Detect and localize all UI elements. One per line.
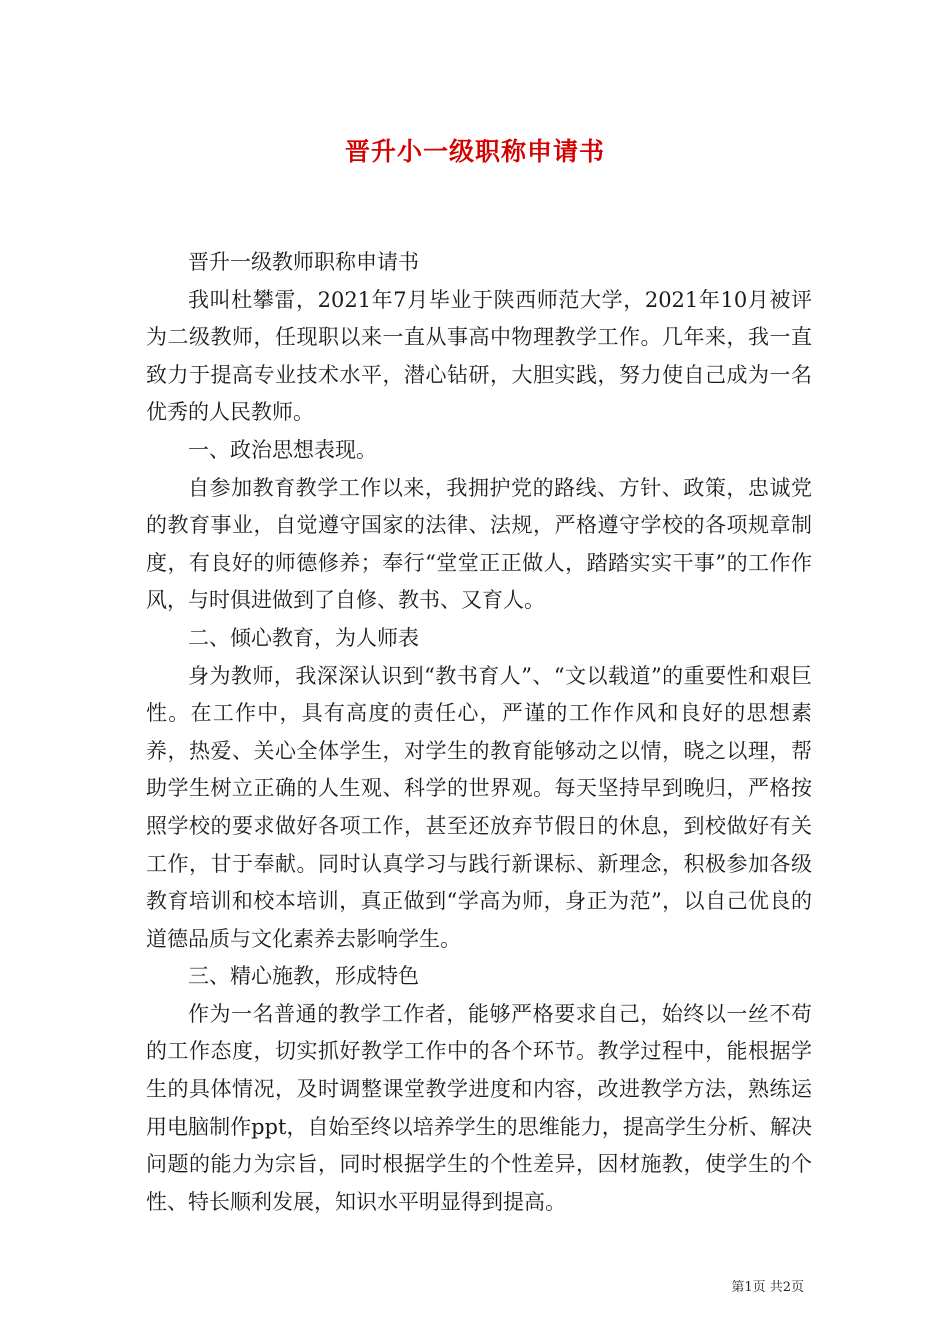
paragraph-section-2: 身为教师，我深深认识到“教书育人”、“文以载道”的重要性和艰巨性。在工作中，具有高度的责任心，严谨的工作作风和良好的思想素养，热爱、关心全体学生，对学生的教育能够动之以情，晓之以理，帮助学生树立正确的人生观、科学的世界观。每天坚持早到晚归，严格按照学校的要求做好各项工作，甚至还放弃节假日的休息，到校做好有关工作，甘于奉献。同时认真学习与践行新课标、新理念，积极参加各级教育培训和校本培训，真正做到“学高为师，身正为范”，以自己优良的道德品质与文化素养去影响学生。 — [146, 663, 812, 951]
paragraph-section-1: 自参加教育教学工作以来，我拥护党的路线、方针、政策，忠诚党的教育事业，自觉遵守国家的法律、法规，严格遵守学校的各项规章制度，有良好的师德修养；奉行“堂堂正正做人，踏踏实实干事”的工作作风，与时俱进做到了自修、教书、又育人。 — [146, 475, 812, 613]
page-number: 第1页 共2页 — [731, 1280, 804, 1295]
section-heading-2: 二、倾心教育，为人师表 — [188, 625, 419, 650]
paragraph-section-3: 作为一名普通的教学工作者，能够严格要求自己，始终以一丝不苟的工作态度，切实抓好教学工作中的各个环节。教学过程中，能根据学生的具体情况，及时调整课堂教学进度和内容，改进教学方法，熟练运用电脑制作ppt，自始至终以培养学生的思维能力，提高学生分析、解决问题的能力为宗旨，同时根据学生的个性差异，因材施教，使学生的个性、特长顺利发展，知识水平明显得到提高。 — [146, 1001, 812, 1214]
document-body — [146, 244, 812, 1221]
section-heading-3: 三、精心施教，形成特色 — [188, 964, 419, 989]
section-heading-1: 一、政治思想表现。 — [188, 437, 377, 462]
paragraph-intro: 我叫杜攀雷，2021年7月毕业于陕西师范大学，2021年10月被评为二级教师，任现职以来一直从事高中物理教学工作。几年来，我一直致力于提高专业技术水平，潜心钻研，大胆实践，努力使自己成为一名优秀的人民教师。 — [146, 287, 812, 425]
document-title: 晋升小一级职称申请书 — [344, 137, 605, 166]
paragraph-heading: 晋升一级教师职称申请书 — [188, 250, 419, 274]
